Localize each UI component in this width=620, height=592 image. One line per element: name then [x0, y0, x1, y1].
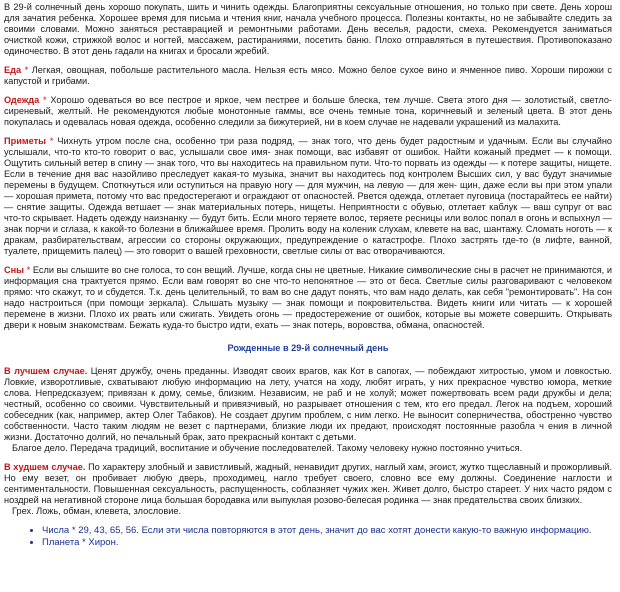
intro-paragraph: [4, 2, 612, 57]
born-section-title: Рожденные в 29-й солнечный день: [227, 343, 389, 353]
dreams-text: Если вы слышите во сне голоса, то сон вещий. Лучше, когда сны не цветные. Никакие символические сны в расчет не принимаются, и информация сна трактуется прямо. Если вам говорят во сне что-то непонятное — это от беса. Светлые силы разговаривают с человеком прямо: что скажут, то и сбудется. Т.к. день целительный, то вам во сне дадут понять, что вам надо делать, как себя "ремонтировать". На сон надо настроиться (при помощи зеркала). Слышать музыку — знак помощи и покровительства. Видеть книги или читать — к хорошей перемене в жизни. Плохо их рвать или сжигать. Увидеть огонь — предостережение от ошибок, которые вы можете совершить. Открывать двери к новым знакомствам. Бежать куда-то быстро идти, ехать — знак потерь, воровства, обмана, опасностей.: [4, 265, 612, 330]
clothing-section: [4, 95, 612, 128]
worst-case-label: В худшем случае.: [4, 462, 86, 472]
best-case-section: [4, 366, 612, 443]
omens-star: *: [49, 136, 54, 146]
omens-section: [4, 136, 612, 257]
dreams-star: *: [26, 265, 31, 275]
best-case-virtue: Благое дело. Передача традиций, воспитание и обучение последователей. Такому человеку нужно постоянно учиться.: [12, 443, 523, 453]
dreams-section: [4, 265, 612, 331]
food-text: Легкая, овощная, побольше растительного масла. Нельзя есть мясо. Можно белое сухое вино и ячменное пиво. Хороши пирожки с капустой и грибами.: [4, 65, 612, 86]
worst-case-sin: Грех. Ложь, обман, клевета, злословие.: [12, 506, 182, 516]
intro-text: В 29-й солнечный день хорошо покупать, шить и чинить одежды. Благоприятны сексуальные отношения, но только при свете. День хорош для зачатия ребенка. Хорошее время для письма и чтения книг, начала учебного процесса. Полезны контакты, но не забывайте следить за своими словами. Можно заняться реставрацией и ремонтными работами. День веселья, радости, смеха. Рекомендуется заниматься очисткой кожи, стрижкой волос и ногтей, массажем, растираниями, посетить баню. Плохо отправляться в путешествия. Противопоказано одиночество. В этот день гадали на книгах и бросали жребий.: [4, 2, 612, 56]
worst-case-text: По характеру злобный и завистливый, жадный, ненавидит других, наглый хам, эгоист, жутко тщеславный и прожорливый. Но ему везет, он пробивает любую дверь, проходимец, нагло требует своего, словно все ему должны. Соединение наглости и сентиментальности. Повышенная сексуальность, распущенность, соблазняет чужих жен. Живет долго, быстро стареет. У них часто рядом с ноздрей на негативной стороне лица большая бородавка или выпуклая розово-белесая родинка — знак предательства своих близких.: [4, 462, 612, 505]
food-star: *: [24, 65, 29, 75]
food-label: Еда: [4, 65, 22, 75]
planet-item: • Планета * Хирон.: [42, 537, 612, 549]
worst-case-section: [4, 462, 612, 506]
clothing-label: Одежда: [4, 95, 40, 105]
omens-label: Приметы: [4, 136, 46, 146]
best-case-label: В лучшем случае.: [4, 366, 88, 376]
dreams-label: Сны: [4, 265, 25, 275]
numbers-item: • Числа * 29, 43, 65, 56. Если эти числа повторяются в этот день, значит до вас хотят донести какую-то важную информацию.: [42, 525, 612, 537]
clothing-text: Хорошо одеваться во все пестрое и яркое, чем пестрее и больше блеска, тем лучше. Света этого дня — золотистый, светло-сиреневый, желтый. Не рекомендуются любые монотонные гаммы, все очень темные тона, коричневый и зеленый цвета. В этот день покупалась и одевалась новая одежда, особенно следили за бижутерией, ни в коем случае не надевали украшений из малахита.: [4, 95, 612, 127]
best-case-text: Ценят дружбу, очень преданны. Изводят своих врагов, как Кот в сапогах, — побеждают хитростью, умом и ловкостью. Ловкие, изворотливые, схватывают любую информацию на лету, учатся на ходу, любят играть, у них прекрасное чувство юмора, меткие слова. Непредсказуем; привязан к дому, семье, близким. Независим, не раб и не холуй; может пожертвовать всем ради дружбы и дела; честный, особенно со своими. Чувствительный и привязчивый, но разрывает отношения с тем, кто его предал. Легок на подъем, хороший собеседник (как, например, актер Олег Табаков). Не создает другим проблем, с ним легко. Не выносит соперничества, обостренно чувство собственности. Часто таким людям не везет с партнерами, близкие люди их предают, происходят постоянные разобла ч ения в личной жизни. Достаточно долгий, но печальный брак, зато прекрасный контакт с детьми.: [4, 366, 612, 442]
omens-text: Чихнуть утром после сна, особенно три раза подряд, — знак того, что день будет радостным и удачным. Если вы случайно услышали, что-то кто-то говорит о вас, услышали свое имя- знак помощи, вас избавят от ошибок. Найти кожаный предмет — к помощи. Ощутить сильный ветер в спину — знак того, что вы находитесь на правильном пути. Что-то порвать из одежды — к потере защиты, нищете. Если в течение дня вас назойливо преследует какая-то музыка, значит вы находитесь под контролем Высших сил, у вас будут значимые перемены в будущем. Споткнуться или оступиться на правую ногу — для мужчин, на левую — для жен- щин, даже если вы при этом упали — хорошая примета, потому что вас предостерегают и ограждают от опасностей. Рвется одежда, отлетает пуговица (постарайтесь ее найти) — снятие защиты. Одежда ветшает — знак материальных потерь, нищеты. Неприятности с обувью, отлетает каблук — ваш супруг от вас что-то скрывает. Надеть одежду наизнанку — будут бить. Если много теряете волос, теряете ресницы или волос попал в огонь и вспыхнул — знак порчи и сглаза, к какой-то болезни в ближайшее время. Пролить воду на коленик слухам, клевете на вас, шантажу. Сломать ноготь — к дракам, разбирательствам, агрессии со стороны окружающих, предупреждение о катастрофе. Плохо застрять где-то (в лифте, ванной, туалете, прищемить палец) — это говорит о вашей греховности, светлые силы от вас отворачиваются.: [4, 136, 613, 256]
clothing-star: *: [43, 95, 47, 105]
info-list: [4, 525, 612, 549]
food-section: [4, 65, 612, 87]
